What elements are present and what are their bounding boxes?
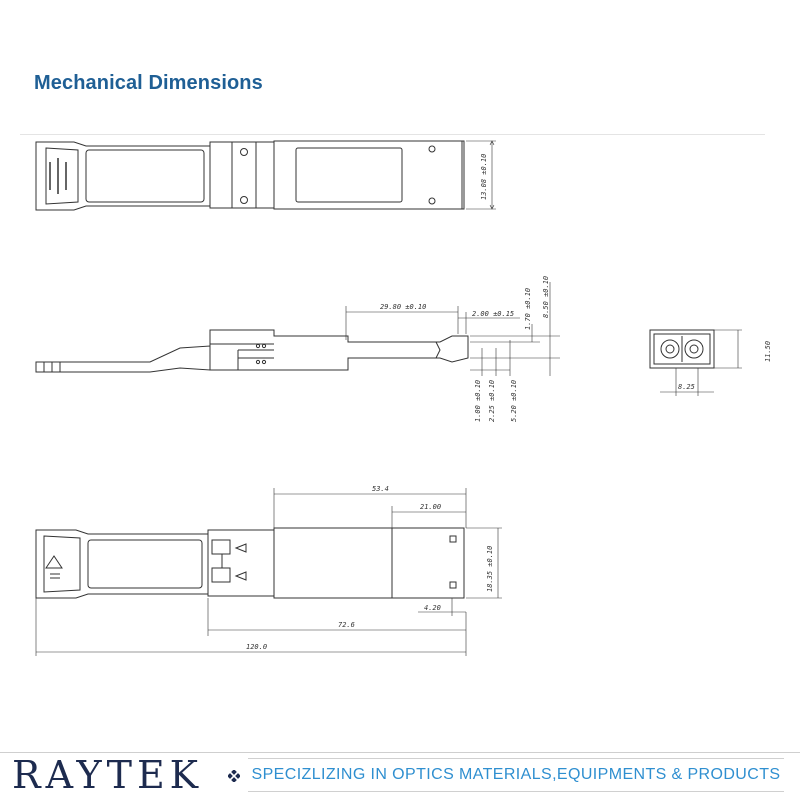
dim-5-20: 5.20 ±0.10 <box>510 379 518 422</box>
dim-72-6: 72.6 <box>338 621 355 629</box>
dim-1-70: 1.70 ±0.10 <box>524 287 532 330</box>
dim-8-50: 8.50 ±0.10 <box>542 275 550 318</box>
dim-11-50: 11.50 <box>764 340 772 362</box>
company-tagline: SPECIZLIZING IN OPTICS MATERIALS,EQUIPMENTS & PRODUCTS <box>251 766 781 783</box>
top-view <box>36 141 496 210</box>
dim-4-20: 4.20 <box>424 604 441 612</box>
logo-wordmark: RAYTEK <box>12 753 204 797</box>
dim-18-35: 18.35 ±0.10 <box>486 545 494 592</box>
dim-2-25: 2.25 ±0.10 <box>488 379 496 422</box>
dim-1-00: 1.00 ±0.10 <box>474 379 482 422</box>
dim-21-00: 21.00 <box>420 503 442 511</box>
dim-53-4: 53.4 <box>372 485 389 493</box>
side-view <box>36 282 560 376</box>
front-view <box>650 330 742 396</box>
tagline-banner <box>248 758 784 792</box>
dim-8-25: 8.25 <box>678 383 695 391</box>
raytek-logo <box>12 752 240 798</box>
dim-120-0: 120.0 <box>246 643 268 651</box>
page-title: Mechanical Dimensions <box>34 72 263 94</box>
dim-29-80: 29.80 ±0.10 <box>380 303 427 311</box>
dim-13-08: 13.08 ±0.10 <box>480 153 488 200</box>
dim-2-00: 2.00 ±0.15 <box>472 310 515 318</box>
bottom-view <box>36 488 502 656</box>
diamond-mark-icon <box>228 770 240 782</box>
